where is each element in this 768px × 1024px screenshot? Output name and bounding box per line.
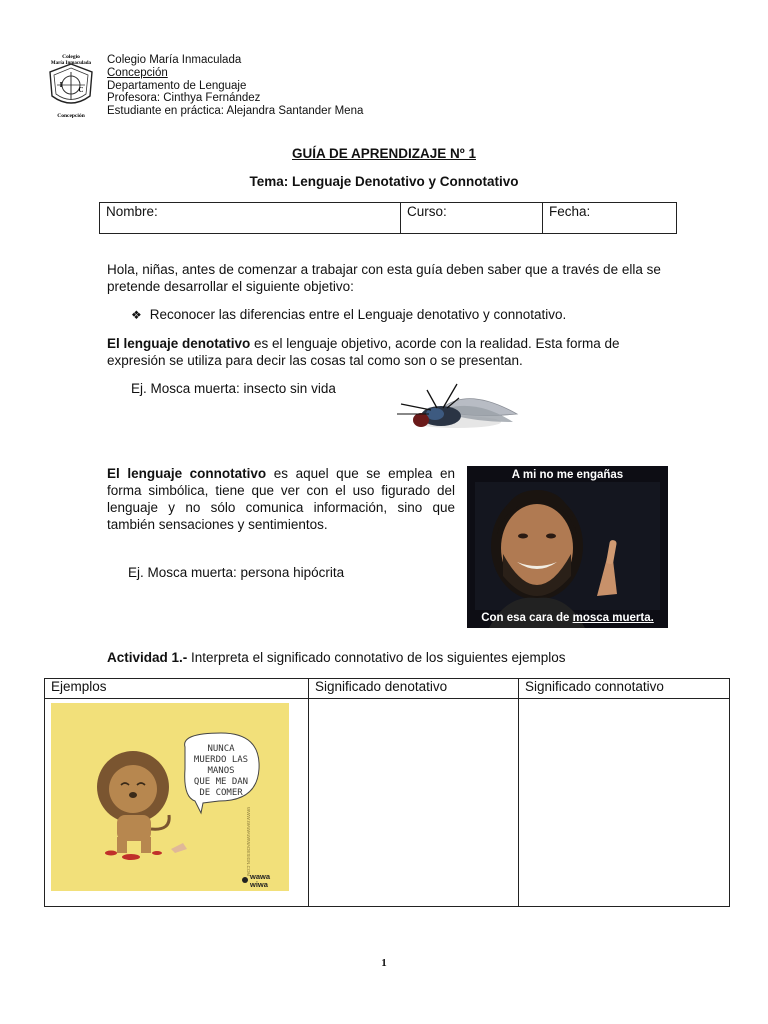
diamond-bullet-icon: ❖ bbox=[131, 308, 142, 322]
logo-text-top: Colegio bbox=[62, 54, 80, 60]
denotative-paragraph bbox=[107, 335, 667, 369]
school-name: Colegio María Inmaculada bbox=[107, 54, 242, 66]
teacher: Profesora: Cinthya Fernández bbox=[107, 92, 261, 104]
student-teacher: Estudiante en práctica: Alejandra Santander Mena bbox=[107, 105, 364, 117]
school-city: Concepción bbox=[107, 67, 168, 79]
connotative-term: El lenguaje connotativo bbox=[107, 466, 267, 481]
svg-text:DE COMER: DE COMER bbox=[199, 788, 243, 798]
date-field[interactable] bbox=[543, 203, 676, 233]
meme-top-text: A mi no me engañas bbox=[511, 469, 624, 481]
denotative-term: El lenguaje denotativo bbox=[107, 336, 251, 351]
header-connotative: Significado connotativo bbox=[525, 679, 664, 694]
svg-text:MANOS: MANOS bbox=[207, 766, 235, 776]
activity-label: Actividad 1.- bbox=[107, 650, 188, 665]
svg-text:wawa: wawa bbox=[250, 872, 271, 881]
svg-text:wiwa: wiwa bbox=[250, 880, 268, 889]
svg-text:QUE ME DAN: QUE ME DAN bbox=[193, 777, 249, 787]
connotative-example: Ej. Mosca muerta: persona hipócrita bbox=[128, 565, 345, 580]
connotative-answer-cell[interactable] bbox=[519, 699, 729, 906]
svg-text:WWW.WAWAWIWADESIGN.COM: WWW.WAWAWIWADESIGN.COM bbox=[246, 807, 251, 877]
intro-paragraph: Hola, niñas, antes de comenzar a trabajar con esta guía deben saber que a través de ella se pretende desarrollar el siguiente objetivo: bbox=[107, 262, 661, 294]
course-field[interactable] bbox=[401, 203, 543, 233]
logo-letter-c: C bbox=[78, 86, 84, 94]
connotative-definition: es aquel que se emplea en forma simbólica, tiene que ver con el uso figurado del lenguaje y no sólo comunica información, sino que también sensaciones y sentimientos. bbox=[107, 466, 455, 532]
course-label: Curso: bbox=[407, 204, 447, 219]
dead-fly-image bbox=[395, 378, 521, 436]
svg-text:MUERDO LAS: MUERDO LAS bbox=[193, 755, 249, 765]
page-number: 1 bbox=[381, 957, 387, 969]
header-examples: Ejemplos bbox=[51, 679, 107, 694]
objective-text: Reconocer las diferencias entre el Lenguaje denotativo y connotativo. bbox=[149, 307, 567, 322]
logo-letter-i: I bbox=[59, 81, 63, 89]
activity-table bbox=[44, 678, 730, 907]
guide-theme: Tema: Lenguaje Denotativo y Connotativo bbox=[249, 174, 519, 189]
objective-item bbox=[131, 306, 566, 324]
denotative-definition: es el lenguaje objetivo, acorde con la realidad. Esta forma de expresión se utiliza para decir las cosas tal como son o se presentan. bbox=[107, 336, 620, 368]
school-logo bbox=[42, 50, 100, 120]
student-info-box bbox=[99, 202, 677, 234]
name-label: Nombre: bbox=[106, 204, 158, 219]
guide-title: GUÍA DE APRENDIZAJE Nº 1 bbox=[292, 146, 476, 161]
denotative-example: Ej. Mosca muerta: insecto sin vida bbox=[131, 381, 336, 396]
logo-text-bottom: Concepción bbox=[57, 113, 85, 119]
department: Departamento de Lenguaje bbox=[107, 80, 247, 92]
lion-example-image bbox=[51, 703, 289, 891]
meme-image bbox=[467, 466, 668, 628]
activity-instruction bbox=[107, 649, 566, 666]
activity-text: Interpreta el significado connotativo de los siguientes ejemplos bbox=[187, 650, 566, 665]
logo-text-arc: María Inmaculada bbox=[50, 61, 92, 66]
header-denotative: Significado denotativo bbox=[315, 679, 448, 694]
date-label: Fecha: bbox=[549, 204, 591, 219]
name-field[interactable] bbox=[100, 203, 401, 233]
denotative-answer-cell[interactable] bbox=[309, 699, 518, 906]
meme-bottom-text: Con esa cara de mosca muerta. bbox=[481, 612, 654, 624]
svg-text:NUNCA: NUNCA bbox=[207, 744, 235, 754]
connotative-paragraph bbox=[107, 465, 455, 533]
